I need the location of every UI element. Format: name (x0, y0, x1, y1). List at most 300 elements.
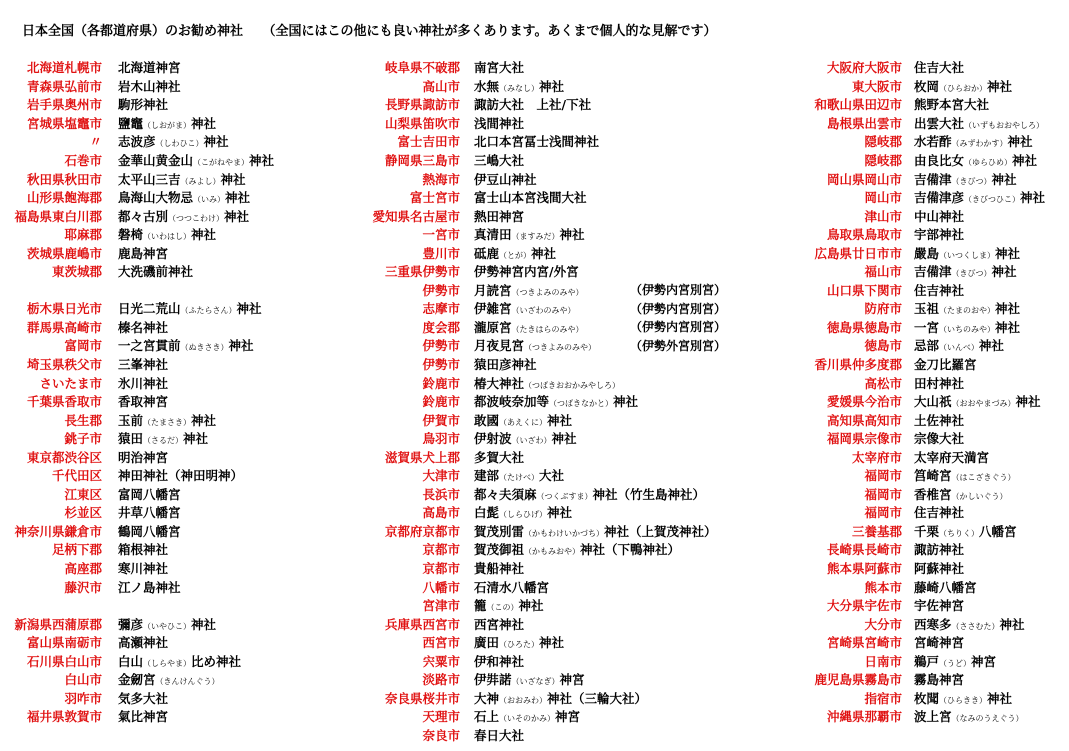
shrine-location: 八幡市 (422, 579, 460, 595)
shrine-name-main: 諏訪大社 上社/下社 (474, 97, 592, 113)
shrine-location: 伊賀市 (422, 412, 460, 428)
shrine-name (118, 225, 216, 243)
shrine-location: 高知県高知市 (826, 412, 902, 428)
shrine-location: 京都府京都市 (384, 523, 460, 539)
shrine-row (340, 243, 717, 262)
shrine-name (474, 670, 585, 688)
shrine-location: 高島市 (422, 505, 460, 521)
shrine-location: 山梨県笛吹市 (384, 115, 460, 131)
shrine-location: 伊勢市 (422, 338, 460, 354)
shrine-location: 奈良県桜井市 (384, 690, 460, 706)
shrine-row (340, 281, 727, 300)
shrine-name (118, 540, 168, 558)
shrine-name-main: 三嶋大社 (474, 153, 525, 168)
shrine-name-main: 波上宮 (914, 709, 952, 725)
shrine-column-1 (0, 58, 274, 726)
shrine-column-3 (780, 58, 1045, 726)
shrine-name-main: 白山 (118, 653, 144, 669)
shrine-suffix: 神社 (978, 338, 1004, 354)
shrine-name (914, 132, 1033, 150)
shrine-name (474, 559, 524, 577)
shrine-name-main: 伊弉諾 (474, 672, 512, 688)
shrine-name-main: 宇部神社 (914, 227, 965, 243)
shrine-location: 京都市 (422, 561, 460, 577)
shrine-reading: （かもわけいかづち） (524, 528, 605, 538)
shrine-name (118, 58, 181, 76)
shrine-name-main: 瀧原宮 (474, 319, 512, 335)
shrine-row (0, 58, 274, 77)
shrine-name (474, 633, 564, 651)
shrine-row (780, 485, 1045, 504)
shrine-suffix: 比め神社 (191, 653, 242, 669)
shrine-row (0, 77, 274, 96)
shrine-name-main: 賀茂別雷 (474, 523, 525, 539)
shrine-name-main: 都々夫須麻 (474, 486, 537, 502)
shrine-reading: （しらやま） (143, 658, 192, 668)
shrine-name (474, 411, 572, 429)
shrine-name (914, 652, 996, 670)
shrine-name (118, 151, 274, 169)
shrine-name-main: 大洗磯前神社 (118, 264, 194, 280)
shrine-row (780, 188, 1045, 207)
shrine-location: 鹿児島県霧島市 (814, 672, 902, 688)
shrine-location: 石川県白山市 (26, 653, 102, 669)
shrine-reading: （ひらおか） (939, 83, 988, 93)
shrine-row (0, 689, 274, 708)
shrine-location: 石巻市 (64, 153, 102, 168)
shrine-name-main: 箱根神社 (118, 542, 169, 558)
shrine-reading: （きびつ） (951, 269, 992, 279)
shrine-name (914, 670, 964, 688)
shrine-row (0, 262, 274, 281)
shrine-name (914, 689, 1012, 707)
shrine-location: 杉並区 (64, 505, 102, 521)
shrine-name (118, 652, 241, 670)
shrine-name (474, 207, 524, 225)
shrine-row (780, 132, 1045, 151)
shrine-row (780, 614, 1045, 633)
shrine-name (118, 355, 168, 373)
shrine-name-main: 一之宮貫前 (118, 338, 181, 354)
shrine-location: 岡山市 (864, 190, 902, 206)
shrine-location: 沖縄県那覇市 (826, 709, 902, 725)
shrine-name (914, 207, 964, 225)
shrine-suffix: 神社 (191, 227, 217, 243)
shrine-location: 福岡市 (864, 505, 902, 521)
shrine-location: 鳥取県鳥取市 (826, 227, 902, 243)
shrine-suffix: 神社 (995, 245, 1021, 261)
shrine-name (914, 633, 964, 651)
shrine-location: 伊勢市 (422, 282, 460, 298)
shrine-location: 広島県廿日市市 (814, 245, 902, 261)
shrine-reading: （いんべ） (939, 343, 979, 353)
shrine-suffix: 神社 (551, 431, 577, 447)
shrine-reading: （いざわのみや） (511, 306, 576, 316)
shrine-row (340, 670, 717, 689)
shrine-row (0, 633, 274, 652)
shrine-location: 太宰府市 (851, 449, 902, 465)
shrine-location: 和歌山県田辺市 (814, 97, 902, 113)
shrine-suffix: 神社 (1012, 153, 1038, 168)
shrine-name (914, 95, 989, 113)
shrine-name-main: 熱田神宮 (474, 208, 525, 224)
shrine-location: 足柄下郡 (51, 542, 102, 558)
shrine-name-main: 住吉大社 (914, 60, 965, 76)
shrine-location: 岡山県岡山市 (826, 171, 902, 187)
shrine-location: 西宮市 (422, 635, 460, 651)
shrine-suffix: 神社 (547, 412, 573, 428)
shrine-row (780, 355, 1045, 374)
shrine-suffix: 神社 (539, 78, 565, 94)
shrine-name-main: 金華山黄金山 (118, 153, 194, 168)
shrine-reading: （うど） (939, 658, 972, 668)
shrine-row (340, 410, 717, 429)
shrine-name-main: 金劒宮 (118, 672, 156, 688)
shrine-name (914, 503, 964, 521)
shrine-name (474, 466, 564, 484)
shrine-location: 大分県宇佐市 (826, 598, 902, 614)
shrine-row (780, 281, 1045, 300)
shrine-row (0, 188, 274, 207)
shrine-name-main: 吉備津 (914, 171, 952, 187)
shrine-name (914, 429, 964, 447)
shrine-reading: （はこざきぐう） (951, 473, 1016, 483)
shrine-location: 鈴鹿市 (422, 375, 460, 391)
shrine-location: 滋賀県犬上郡 (384, 449, 460, 465)
shrine-location: 福井県敦賀市 (26, 709, 102, 725)
shrine-location: 福山市 (864, 264, 902, 280)
shrine-name-main: 籠 (474, 598, 487, 614)
shrine-suffix: 神社（上賀茂神社） (604, 523, 717, 539)
shrine-reading: （いつくしま） (939, 250, 996, 260)
shrine-row (340, 262, 717, 281)
shrine-name (474, 689, 647, 707)
shrine-reading: （たまのおや） (939, 306, 996, 316)
shrine-name-main: 水無 (474, 78, 500, 94)
shrine-name-main: 嚴島 (914, 245, 940, 261)
shrine-location: 藤沢市 (64, 579, 102, 595)
shrine-row (340, 559, 717, 578)
shrine-location: 宮崎県宮崎市 (826, 635, 902, 651)
shrine-name-main: 真清田 (474, 227, 512, 243)
shrine-reading: （いずもおおやしろ） (964, 120, 1045, 130)
shrine-row (0, 281, 274, 300)
shrine-name-main: 水若酢 (914, 134, 952, 150)
shrine-name-main: 建部 (474, 468, 500, 484)
shrine-suffix: 神社 (1020, 190, 1046, 206)
shrine-row (780, 299, 1045, 318)
shrine-name (914, 77, 1012, 95)
shrine-row (780, 95, 1045, 114)
shrine-name (474, 522, 717, 540)
shrine-row (340, 336, 727, 355)
shrine-name-main: 玉祖 (914, 301, 940, 317)
shrine-name-main: 香取神宮 (118, 394, 169, 410)
shrine-location: 北海道札幌市 (26, 60, 102, 76)
shrine-name-main: 藤崎八幡宮 (914, 579, 977, 595)
shrine-reading: （たけべ） (499, 473, 540, 483)
shrine-row (340, 540, 717, 559)
shrine-name-main: 太宰府天満宮 (914, 449, 990, 465)
shrine-name (474, 503, 572, 521)
shrine-name (118, 429, 208, 447)
shrine-reading: （しわひこ） (155, 139, 204, 149)
shrine-location: 三養基郡 (851, 523, 902, 539)
shrine-location: 日南市 (864, 653, 902, 669)
shrine-location: 福岡市 (864, 486, 902, 502)
shrine-name-main: 由良比女 (914, 153, 965, 168)
shrine-row (340, 318, 727, 337)
shrine-name (474, 707, 580, 725)
shrine-row (0, 132, 274, 151)
shrine-name (914, 615, 1025, 633)
shrine-row (0, 707, 274, 726)
shrine-location: 指宿市 (864, 690, 902, 706)
shrine-reading: （ぬきさき） (180, 343, 229, 353)
shrine-name (474, 448, 524, 466)
shrine-row (340, 58, 717, 77)
shrine-reading: （つきよみのみや） (524, 343, 597, 353)
shrine-name (118, 244, 168, 262)
shrine-name (474, 726, 524, 744)
shrine-name (118, 262, 193, 280)
shrine-row (780, 522, 1045, 541)
shrine-location: 銚子市 (64, 431, 102, 447)
shrine-name-main: 忌部 (914, 338, 940, 354)
shrine-name (474, 262, 579, 280)
shrine-name-main: 大山祇 (914, 394, 952, 410)
shrine-row (780, 577, 1045, 596)
shrine-name-main: 磐椅 (118, 227, 144, 243)
shrine-location: 熊本県阿蘇市 (826, 561, 902, 577)
shrine-row (0, 596, 274, 615)
shrine-name (474, 77, 564, 95)
shrine-location: 群馬県高崎市 (26, 319, 102, 335)
shrine-suffix: 神社 (220, 171, 246, 187)
shrine-location: 山形県飽海郡 (26, 190, 102, 206)
shrine-location: 宮城県塩竈市 (26, 115, 102, 131)
shrine-name (474, 392, 638, 410)
shrine-reading: （この） (486, 603, 519, 613)
shrine-name (118, 374, 168, 392)
shrine-location: 青森県弘前市 (26, 78, 102, 94)
shrine-location: 鳥羽市 (422, 431, 460, 447)
shrine-suffix: 大社 (539, 468, 565, 484)
shrine-name (474, 95, 591, 113)
shrine-location: 隠岐郡 (864, 153, 902, 168)
shrine-row (780, 670, 1045, 689)
shrine-row (340, 132, 717, 151)
shrine-name (914, 522, 1017, 540)
shrine-name-main: 白髭 (474, 505, 500, 521)
shrine-name (118, 522, 181, 540)
shrine-name (474, 318, 584, 336)
shrine-suffix: 神社（下鴨神社） (580, 542, 681, 558)
shrine-location: 宍粟市 (422, 653, 460, 669)
shrine-row (340, 596, 717, 615)
shrine-suffix: 神社 (191, 412, 217, 428)
shrine-location: 埼玉県秩父市 (26, 357, 102, 373)
shrine-name (118, 615, 216, 633)
shrine-suffix: 神社 (1007, 134, 1033, 150)
shrine-name (474, 596, 544, 614)
shrine-reading: （きんけんぐう） (155, 677, 220, 687)
shrine-location: 茨城県鹿嶋市 (26, 245, 102, 261)
shrine-row (340, 299, 727, 318)
shrine-name (914, 299, 1020, 317)
shrine-name (474, 151, 524, 169)
shrine-location: 福岡県宗像市 (826, 431, 902, 447)
shrine-location: 千葉県香取市 (26, 394, 102, 410)
shrine-row (0, 318, 274, 337)
shrine-row (340, 652, 717, 671)
shrine-row (340, 114, 717, 133)
shrine-name (474, 615, 524, 633)
shrine-name-main: 住吉神社 (914, 282, 965, 298)
shrine-name-main: 廣田 (474, 635, 500, 651)
shrine-reading: （ひらきき） (939, 695, 988, 705)
shrine-name-main: 香椎宮 (914, 486, 952, 502)
shrine-reading: （きびつひこ） (964, 195, 1021, 205)
shrine-name-main: 神田神社（神田明神） (118, 468, 244, 484)
shrine-name (118, 503, 181, 521)
shrine-row (780, 225, 1045, 244)
shrine-name (914, 374, 964, 392)
shrine-name-main: 砥鹿 (474, 245, 500, 261)
shrine-location: さいたま市 (39, 375, 102, 391)
shrine-name (118, 448, 168, 466)
shrine-name-main: 諏訪神社 (914, 542, 965, 558)
shrine-row (780, 58, 1045, 77)
shrine-row (340, 373, 717, 392)
shrine-row (340, 355, 717, 374)
shrine-name-main: 江ノ島神社 (118, 579, 181, 595)
shrine-row (0, 243, 274, 262)
shrine-name-main: 富岡八幡宮 (118, 486, 181, 502)
shrine-reading: （いみ） (193, 195, 226, 205)
shrine-name-main: 吉備津彦 (914, 190, 965, 206)
shrine-reading: （かしいぐう） (951, 491, 1008, 501)
shrine-name-main: 日光二荒山 (118, 301, 181, 317)
shrine-name (118, 578, 181, 596)
shrine-name-main: 敢國 (474, 412, 500, 428)
shrine-name-main: 井草八幡宮 (118, 505, 181, 521)
shrine-location: 伊勢市 (422, 357, 460, 373)
shrine-suffix: 神社 (613, 394, 639, 410)
shrine-name (914, 596, 964, 614)
shrine-row (0, 114, 274, 133)
shrine-reading: （ちりく） (939, 528, 980, 538)
shrine-location: 熊本市 (864, 579, 902, 595)
shrine-name-main: 南宮大社 (474, 60, 525, 76)
shrine-name (914, 559, 964, 577)
shrine-name-main: 都々古別 (118, 208, 169, 224)
shrine-name-main: 伊和神社 (474, 653, 525, 669)
shrine-name-main: 伊雑宮 (474, 301, 512, 317)
shrine-row (780, 447, 1045, 466)
shrine-suffix: 神社 (236, 301, 262, 317)
shrine-suffix: 神社 (999, 616, 1025, 632)
shrine-name-main: 岩木山神社 (118, 78, 181, 94)
shrine-name-main: 太平山三吉 (118, 171, 181, 187)
shrine-reading: （いちのみや） (939, 324, 996, 334)
shrine-location: 三重県伊勢市 (384, 264, 460, 280)
shrine-name-main: 宮崎神宮 (914, 635, 965, 651)
shrine-row (0, 614, 274, 633)
shrine-name (474, 429, 577, 447)
shrine-location: 愛媛県今治市 (826, 394, 902, 410)
shrine-row (0, 485, 274, 504)
shrine-location: 東茨城郡 (51, 264, 102, 280)
shrine-reading: （さるだ） (143, 436, 184, 446)
shrine-location: 大津市 (422, 468, 460, 484)
shrine-location: 高松市 (864, 375, 902, 391)
shrine-row (340, 689, 717, 708)
shrine-row (780, 77, 1045, 96)
shrine-location: 大阪府大阪市 (826, 60, 902, 76)
shrine-reading: （みよし） (180, 176, 221, 186)
shrine-name (914, 411, 964, 429)
shrine-location: 島根県出雲市 (826, 115, 902, 131)
shrine-name (118, 707, 168, 725)
shrine-row (340, 392, 717, 411)
shrine-suffix: 神社 (995, 301, 1021, 317)
shrine-location: 東京都渋谷区 (26, 449, 102, 465)
shrine-reading: （ささむた） (951, 621, 1000, 631)
shrine-location: 熱海市 (422, 171, 460, 187)
shrine-name-main: 阿蘇神社 (914, 561, 965, 577)
shrine-location: 京都市 (422, 542, 460, 558)
shrine-name (474, 188, 587, 206)
shrine-location: 香川県仲多度郡 (814, 357, 902, 373)
shrine-name-main: 伊射波 (474, 431, 512, 447)
shrine-note: （伊勢外宮別宮） (630, 338, 727, 353)
shrine-name-main: 氷川神社 (118, 375, 169, 391)
shrine-row (0, 559, 274, 578)
shrine-suffix: 神社 (183, 431, 209, 447)
shrine-reading: （みずわかす） (951, 139, 1008, 149)
shrine-location: 千代田区 (51, 468, 102, 484)
shrine-name (118, 95, 168, 113)
shrine-name (914, 392, 1041, 410)
shrine-row (0, 540, 274, 559)
shrine-name-main: 気多大社 (118, 690, 169, 706)
shrine-row (340, 429, 717, 448)
shrine-name (474, 244, 556, 262)
shrine-name (914, 188, 1045, 206)
shrine-name-main: 筥崎宮 (914, 468, 952, 484)
shrine-suffix: 神社 (1015, 394, 1041, 410)
shrine-reading: （ゆらひめ） (964, 158, 1013, 167)
shrine-suffix: 神社 (995, 319, 1021, 335)
shrine-name (118, 689, 168, 707)
shrine-name-main: 鹽竈 (118, 115, 144, 131)
shrine-location: 神奈川県鎌倉市 (14, 523, 102, 539)
shrine-suffix: 神社（三輪大社） (547, 690, 648, 706)
shrine-location: 長崎県長崎市 (826, 542, 902, 558)
shrine-reading: （ふたらさん） (180, 306, 237, 316)
shrine-name-main: 住吉神社 (914, 505, 965, 521)
shrine-suffix: 神社 (224, 208, 250, 224)
shrine-location: 白山市 (64, 672, 102, 688)
shrine-name-main: 吉備津 (914, 264, 952, 280)
shrine-name (118, 77, 181, 95)
shrine-location: 奈良市 (422, 727, 460, 743)
shrine-row (340, 77, 717, 96)
shrine-name (118, 392, 168, 410)
shrine-location: 一宮市 (422, 227, 460, 243)
shrine-reading: （しらひげ） (499, 510, 548, 520)
